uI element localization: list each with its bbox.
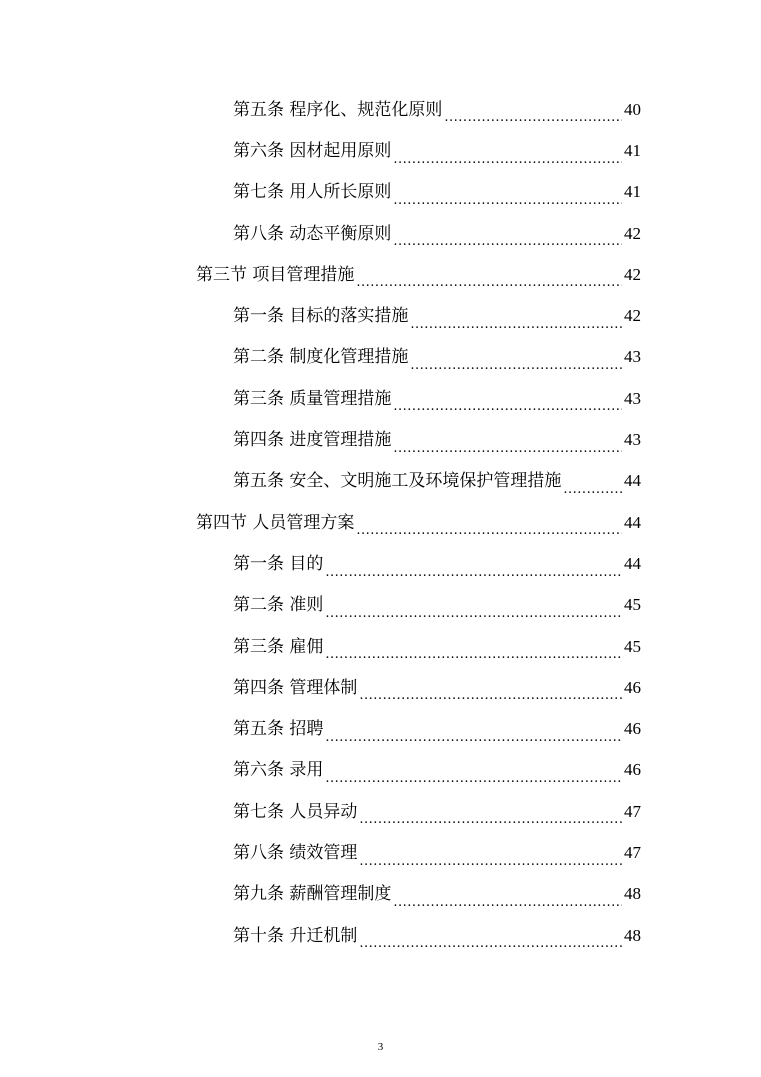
toc-entry-title: 第八条 动态平衡原则 <box>233 223 392 244</box>
toc-leader-dots <box>393 232 622 254</box>
toc-entry-page: 43 <box>624 388 641 408</box>
toc-entry[interactable] <box>0 543 641 584</box>
toc-entry-title: 第六条 录用 <box>233 760 324 781</box>
toc-entry-page: 46 <box>624 677 641 697</box>
toc-leader-dots <box>393 397 622 419</box>
toc-entry-page: 43 <box>624 347 641 367</box>
toc-entry-page: 48 <box>624 925 641 945</box>
toc-entry[interactable] <box>0 172 641 213</box>
toc-leader-dots <box>393 893 622 915</box>
toc-entry[interactable] <box>0 874 641 915</box>
toc-leader-dots <box>359 934 622 956</box>
toc-entry[interactable] <box>0 750 641 791</box>
toc-entry-title: 第十条 升迁机制 <box>233 925 358 946</box>
toc-entry[interactable] <box>0 295 641 336</box>
toc-leader-dots <box>325 769 622 791</box>
toc-leader-dots <box>444 108 622 130</box>
toc-entry[interactable] <box>0 89 641 130</box>
toc-entry[interactable] <box>0 130 641 171</box>
toc-entry[interactable] <box>0 213 641 254</box>
toc-section-entry[interactable] <box>0 254 641 295</box>
page-number: 3 <box>377 1041 384 1053</box>
toc-entry-page: 41 <box>624 182 641 202</box>
toc-entry-title: 第五条 招聘 <box>233 719 324 740</box>
toc-leader-dots <box>356 273 622 295</box>
toc-entry[interactable] <box>0 791 641 832</box>
toc-entry-title: 第五条 安全、文明施工及环境保护管理措施 <box>233 471 562 492</box>
toc-entry[interactable] <box>0 708 641 749</box>
toc-leader-dots <box>325 645 622 667</box>
toc-entry-page: 45 <box>624 595 641 615</box>
toc-entry[interactable] <box>0 337 641 378</box>
toc-entry-page: 46 <box>624 760 641 780</box>
toc-entry-title: 第二条 准则 <box>233 595 324 616</box>
toc-entry-title: 第四条 进度管理措施 <box>233 430 392 451</box>
toc-entry-page: 43 <box>624 430 641 450</box>
toc-entry-page: 45 <box>624 636 641 656</box>
toc-entry[interactable] <box>0 461 641 502</box>
toc-entry-page: 42 <box>624 223 641 243</box>
toc-leader-dots <box>359 686 622 708</box>
toc-entry-page: 40 <box>624 99 641 119</box>
toc-entry-page: 44 <box>624 471 641 491</box>
toc-leader-dots <box>356 521 622 543</box>
toc-entry-page: 44 <box>624 553 641 573</box>
toc-entry-page: 48 <box>624 884 641 904</box>
toc-entry-title: 第二条 制度化管理措施 <box>233 347 409 368</box>
toc-entry-page: 42 <box>624 264 641 284</box>
toc-entry[interactable] <box>0 626 641 667</box>
toc-entry-page: 41 <box>624 140 641 160</box>
toc-leader-dots <box>359 810 622 832</box>
toc-entry-title: 第六条 因材起用原则 <box>233 140 392 161</box>
toc-entry[interactable] <box>0 378 641 419</box>
table-of-contents <box>0 89 761 956</box>
toc-leader-dots <box>359 852 622 874</box>
toc-entry-title: 第一条 目的 <box>233 553 324 574</box>
toc-leader-dots <box>393 191 622 213</box>
toc-leader-dots <box>325 728 622 750</box>
toc-entry-title: 第九条 薪酬管理制度 <box>233 884 392 905</box>
toc-leader-dots <box>410 356 622 378</box>
toc-leader-dots <box>393 439 622 461</box>
toc-entry-title: 第八条 绩效管理 <box>233 842 358 863</box>
toc-entry-title: 第七条 人员异动 <box>233 801 358 822</box>
toc-section-title: 第四节 人员管理方案 <box>196 512 355 533</box>
toc-entry-title: 第七条 用人所长原则 <box>233 182 392 203</box>
toc-entry-page: 46 <box>624 719 641 739</box>
toc-leader-dots <box>410 315 622 337</box>
toc-entry[interactable] <box>0 419 641 460</box>
toc-entry-page: 47 <box>624 842 641 862</box>
toc-section-title: 第三节 项目管理措施 <box>196 264 355 285</box>
toc-entry[interactable] <box>0 585 641 626</box>
toc-entry[interactable] <box>0 667 641 708</box>
toc-entry-page: 47 <box>624 801 641 821</box>
toc-leader-dots <box>325 604 622 626</box>
toc-entry[interactable] <box>0 832 641 873</box>
toc-entry-page: 44 <box>624 512 641 532</box>
toc-entry-page: 42 <box>624 306 641 326</box>
toc-entry-title: 第三条 质量管理措施 <box>233 388 392 409</box>
toc-entry-title: 第三条 雇佣 <box>233 636 324 657</box>
toc-section-entry[interactable] <box>0 502 641 543</box>
toc-entry-title: 第一条 目标的落实措施 <box>233 306 409 327</box>
toc-leader-dots <box>563 480 622 502</box>
toc-entry[interactable] <box>0 915 641 956</box>
toc-entry-title: 第四条 管理体制 <box>233 677 358 698</box>
toc-entry-title: 第五条 程序化、规范化原则 <box>233 99 443 120</box>
toc-leader-dots <box>325 563 622 585</box>
toc-leader-dots <box>393 150 622 172</box>
